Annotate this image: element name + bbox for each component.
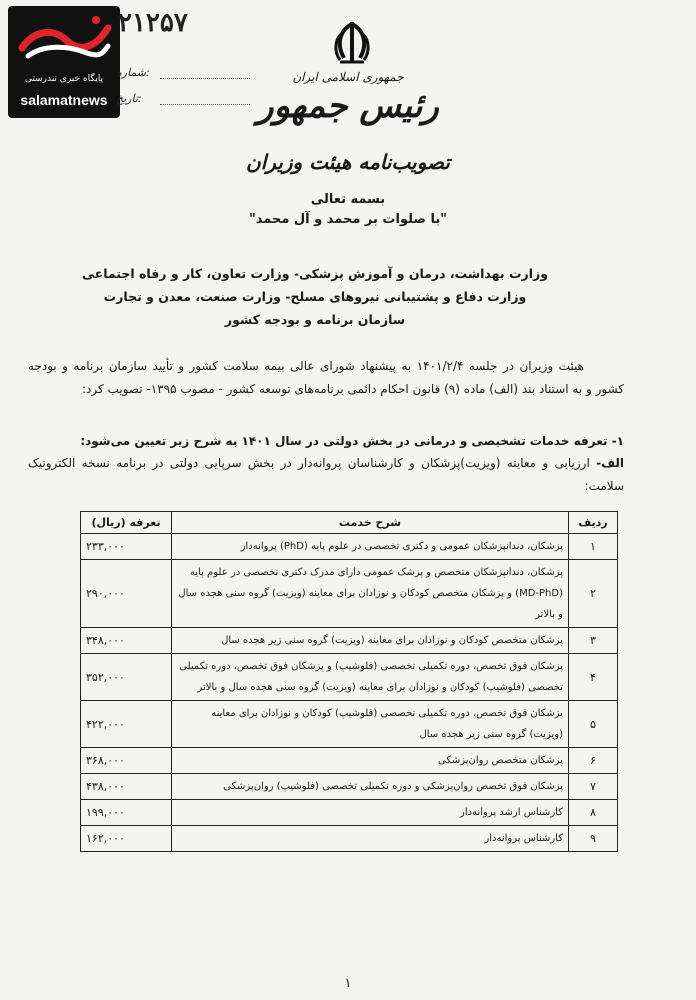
salawat-line: "با صلوات بر محمد و آل محمد" (248, 212, 448, 227)
table-header-row (81, 512, 618, 534)
service-description: پزشکان فوق تخصص، دوره تکمیلی تخصصی (فلوشیپ) کودکان و نوزادان برای معاینه (ویزیت) گروه سنی زیر هجده سال (172, 701, 569, 748)
letter-number-stamp: ۲۱۲۵۷ (118, 8, 188, 38)
header-fee: تعرفه (ریال) (81, 512, 172, 534)
president-title: رئیس جمهور (257, 86, 439, 126)
row-number: ۹ (569, 826, 618, 852)
table-row (81, 534, 618, 560)
date-label: تاریخ: (116, 92, 142, 105)
fee-value: ۴۳۸,۰۰۰ (81, 774, 172, 800)
table-row (81, 701, 618, 748)
cabinet-resolution-title: تصویب‌نامه هیئت وزیران (246, 150, 450, 174)
tariff-table (80, 511, 618, 852)
clause-alef (28, 452, 624, 498)
fee-value: ۱۶۲,۰۰۰ (81, 826, 172, 852)
service-description: پزشکان متخصص روان‌پزشکی (172, 748, 569, 774)
row-number: ۳ (569, 628, 618, 654)
row-number: ۶ (569, 748, 618, 774)
table-row (81, 774, 618, 800)
fee-value: ۳۶۸,۰۰۰ (81, 748, 172, 774)
ministry-line: وزارت دفاع و پشتیبانی نیروهای مسلح- وزارت صنعت، معدن و تجارت (103, 289, 527, 304)
service-description: پزشکان فوق تخصص، دوره تکمیلی تخصصی (فلوشیپ) و پزشکان فوق تخصص، دوره تکمیلی تخصصی (فلوشیپ) کودکان و نوزادان برای معاینه (ویزیت) گروه سنی هجده سال و بالاتر (172, 654, 569, 701)
page-number: ۱ (344, 976, 352, 991)
fee-value: ۴۲۲,۰۰۰ (81, 701, 172, 748)
iran-emblem-icon (330, 18, 374, 66)
logo-tagline: پایگاه خبری تندرستی (24, 74, 104, 84)
clause-alef-text: ارزیابی و معاینه (ویزیت)پزشکان و کارشناسان پروانه‌دار در بخش سرپایی دولتی در برنامه نسخه الکترونیک سلامت: (28, 456, 624, 493)
row-number: ۵ (569, 701, 618, 748)
table-row (81, 628, 618, 654)
service-description: کارشناس ارشد پروانه‌دار (172, 800, 569, 826)
row-number: ۱ (569, 534, 618, 560)
fee-value: ۲۹۰,۰۰۰ (81, 560, 172, 628)
service-description: پزشکان، دندانپزشکان متخصص و پزشک عمومی دارای مدرک دکتری تخصصی در علوم پایه (MD-PhD) و پزشکان متخصص کودکان و نوزادان برای معاینه (ویزیت) گروه سنی هجده سال و بالاتر (172, 560, 569, 628)
fee-value: ۳۵۲,۰۰۰ (81, 654, 172, 701)
fee-value: ۲۳۳,۰۰۰ (81, 534, 172, 560)
bismillah-line: بسمه تعالی (310, 192, 386, 207)
service-description: پزشکان متخصص کودکان و نوزادان برای معاینه (ویزیت) گروه سنی زیر هجده سال (172, 628, 569, 654)
clause-alef-label: الف- (596, 456, 624, 470)
ministry-line: سازمان برنامه و بودجه کشور (224, 312, 406, 327)
clause-1: ۱- تعرفه خدمات تشخیصی و درمانی در بخش دولتی در سال ۱۴۰۱ به شرح زیر تعیین می‌شود: (80, 434, 624, 448)
republic-title: جمهوری اسلامی ایران (292, 70, 404, 84)
row-number: ۸ (569, 800, 618, 826)
service-description: پزشکان، دندانپزشکان عمومی و دکتری تخصصی در علوم پایه (PhD) پروانه‌دار (172, 534, 569, 560)
ministry-line: وزارت بهداشت، درمان و آموزش پزشکی- وزارت تعاون، کار و رفاه اجتماعی (82, 266, 548, 281)
service-description: کارشناس پروانه‌دار (172, 826, 569, 852)
row-number: ۴ (569, 654, 618, 701)
table-row (81, 654, 618, 701)
resolution-preamble: هیئت وزیران در جلسه ۱۴۰۱/۲/۴ به پیشنهاد شورای عالی بیمه سلامت کشور و تأیید سازمان برنامه و بودجه کشور و به استناد بند (الف) ماده (۹) قانون احکام دائمی برنامه‌های توسعه کشور - مصوب ۱۳۹۵- تصویب کرد: (28, 359, 624, 396)
table-row (81, 826, 618, 852)
header-row-number: ردیف (569, 512, 618, 534)
recipient-ministries (80, 262, 550, 331)
row-number: ۲ (569, 560, 618, 628)
table-row (81, 800, 618, 826)
header-description: شرح خدمت (172, 512, 569, 534)
number-label: شماره: (116, 66, 150, 79)
logo-domain: salamatnews (20, 92, 108, 108)
row-number: ۷ (569, 774, 618, 800)
service-description: پزشکان فوق تخصص روان‌پزشکی و دوره تکمیلی تخصصی (فلوشیپ) روان‌پزشکی (172, 774, 569, 800)
table-row (81, 748, 618, 774)
salamatnews-brand-mark (14, 10, 114, 64)
table-row (81, 560, 618, 628)
fee-value: ۱۹۹,۰۰۰ (81, 800, 172, 826)
fee-value: ۳۴۸,۰۰۰ (81, 628, 172, 654)
